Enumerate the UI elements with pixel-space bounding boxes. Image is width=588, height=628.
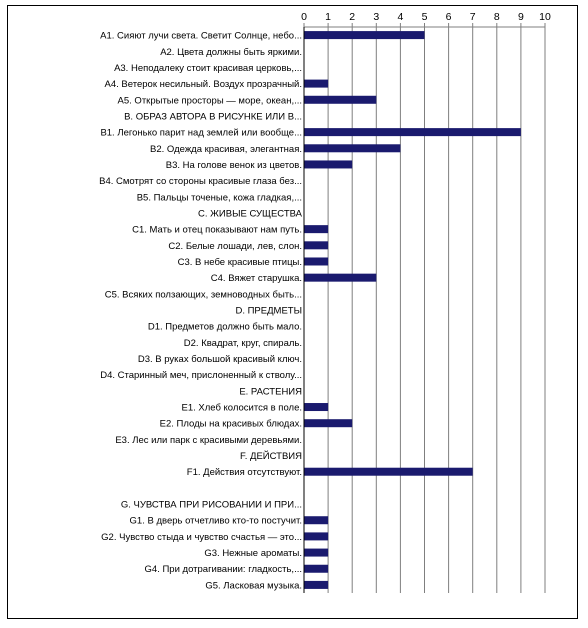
category-label: G3. Нежные ароматы. xyxy=(204,548,302,560)
category-label: D3. В руках большой красивый ключ. xyxy=(137,354,302,366)
x-tick-label: 2 xyxy=(349,11,356,23)
bar xyxy=(304,241,328,249)
category-label: C2. Белые лошади, лев, слон. xyxy=(168,240,302,252)
category-label: B1. Легонько парит над землей или вообще... xyxy=(100,127,302,139)
bar xyxy=(304,257,328,265)
x-tick-label: 7 xyxy=(469,11,476,23)
category-label: G5. Ласковая музыка. xyxy=(205,580,302,592)
bar xyxy=(304,468,473,476)
category-labels xyxy=(99,27,304,593)
category-label: D. ПРЕДМЕТЫ xyxy=(235,305,302,317)
category-label: D1. Предметов должно быть мало. xyxy=(147,321,302,333)
category-label: D2. Квадрат, круг, спираль. xyxy=(183,337,302,349)
bar xyxy=(304,80,328,88)
x-tick-label: 4 xyxy=(397,11,404,23)
category-label: A3. Неподалеку стоит красивая церковь,... xyxy=(114,62,302,74)
category-label: B5. Пальцы точеные, кожа гладкая,... xyxy=(136,192,302,204)
bar xyxy=(304,96,376,104)
category-label: C3. В небе красивые птицы. xyxy=(177,256,302,268)
category-label: E. РАСТЕНИЯ xyxy=(239,386,302,398)
x-tick-label: 8 xyxy=(493,11,500,23)
bar xyxy=(304,144,400,152)
bar xyxy=(304,274,376,282)
category-label: B. ОБРАЗ АВТОРА В РИСУНКЕ ИЛИ В... xyxy=(124,111,302,123)
category-label: F1. Действия отсутствуют. xyxy=(186,467,302,479)
category-label: F. ДЕЙСТВИЯ xyxy=(239,451,302,463)
bar xyxy=(304,128,521,136)
category-label: C1. Мать и отец показывают нам путь. xyxy=(132,224,302,236)
category-label: A2. Цвета должны быть яркими. xyxy=(160,46,302,58)
bar xyxy=(304,225,328,233)
x-tick-label: 6 xyxy=(445,11,452,23)
category-label: G4. При дотрагивании: гладкость,... xyxy=(144,564,302,576)
category-label: A1. Сияют лучи света. Светит Солнце, небо... xyxy=(100,30,302,42)
bar xyxy=(304,549,328,557)
bar xyxy=(304,532,328,540)
category-label: B2. Одежда красивая, элегантная. xyxy=(150,143,302,155)
bars xyxy=(304,31,521,589)
x-tick-label: 10 xyxy=(539,11,551,23)
category-label: G. ЧУВСТВА ПРИ РИСОВАНИИ И ПРИ... xyxy=(120,499,302,511)
bar xyxy=(304,160,352,168)
bar xyxy=(304,419,352,427)
bar xyxy=(304,565,328,573)
category-label: C4. Вяжет старушка. xyxy=(210,273,302,285)
category-label: B4. Смотрят со стороны красивые глаза без... xyxy=(99,176,302,188)
x-tick-label: 0 xyxy=(301,11,307,23)
category-label: E3. Лес или парк с красивыми деревьями. xyxy=(115,434,302,446)
category-label: A4. Ветерок несильный. Воздух прозрачный. xyxy=(104,79,302,91)
x-axis-ticks xyxy=(301,11,551,27)
gridlines xyxy=(304,27,545,593)
bar xyxy=(304,581,328,589)
category-label: C. ЖИВЫЕ СУЩЕСТВА xyxy=(198,208,302,220)
category-label: G2. Чувство стыда и чувство счастья — это... xyxy=(101,531,302,543)
x-tick-label: 3 xyxy=(373,11,380,23)
x-tick-label: 9 xyxy=(517,11,524,23)
category-label: B3. На голове венок из цветов. xyxy=(165,159,302,171)
bar xyxy=(304,516,328,524)
category-label: C5. Всяких ползающих, земноводных быть... xyxy=(104,289,302,301)
bar xyxy=(304,403,328,411)
x-tick-label: 1 xyxy=(325,11,332,23)
x-tick-label: 5 xyxy=(421,11,428,23)
category-label: E2. Плоды на красивых блюдах. xyxy=(159,418,302,430)
bar xyxy=(304,31,425,39)
category-label: E1. Хлеб колосится в поле. xyxy=(181,402,302,414)
category-label: D4. Старинный меч, прислоненный к стволу... xyxy=(100,370,302,382)
category-label: A5. Открытые просторы — море, океан,... xyxy=(117,95,302,107)
category-label: G1. В дверь отчетливо кто-то постучит. xyxy=(129,515,302,527)
